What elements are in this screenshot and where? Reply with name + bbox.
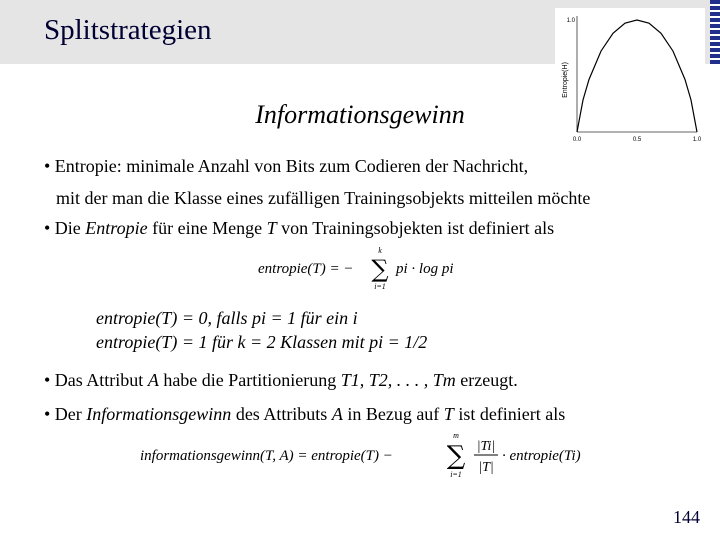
sum-top: k	[378, 246, 382, 255]
page-number: 144	[673, 507, 700, 527]
information-gain-formula	[140, 430, 590, 480]
chart-ytick: 1.0	[566, 18, 575, 24]
term-entropie: Entropie	[85, 218, 148, 238]
text: von Trainingsobjekten ist definiert als	[276, 218, 555, 238]
condition-zero: entropie(T) = 0, falls pi = 1 für ein i	[96, 308, 358, 328]
var-A: A	[331, 404, 343, 424]
text: • Die	[44, 218, 86, 238]
formula-lhs: entropie(T) = −	[258, 261, 354, 277]
var-T: T	[266, 218, 277, 238]
decorative-strip	[710, 0, 720, 64]
text: • Das Attribut	[44, 370, 148, 390]
section-subtitle: Informationsgewinn	[255, 100, 465, 129]
text: in Bezug auf	[342, 404, 444, 424]
chart-xtick: 1.0	[692, 137, 702, 143]
partition-list: T1, T2, . . . , Tm	[340, 370, 456, 390]
slide-title: Splitstrategien	[44, 14, 212, 46]
bullet-entropy-line1: • Entropie: minimale Anzahl von Bits zum Codieren der Nachricht,	[44, 156, 529, 176]
sum-symbol: ∑	[371, 255, 389, 283]
sum-bottom: i=1	[450, 470, 462, 479]
bullet-partition	[44, 370, 518, 391]
chart-xtick: 0.0	[572, 137, 582, 143]
text: habe die Partitionierung	[158, 370, 341, 390]
condition-one: entropie(T) = 1 für k = 2 Klassen mit pi = 1/2	[96, 332, 428, 352]
formula-lhs: informationsgewinn(T, A) = entropie(T) −	[140, 448, 393, 464]
sum-bottom: i=1	[374, 282, 386, 291]
text: für eine Menge	[147, 218, 267, 238]
fraction-numerator: |Ti|	[476, 439, 496, 454]
bullet-information-gain	[44, 404, 565, 425]
text: ist definiert als	[453, 404, 566, 424]
formula-rhs: · entropie(Ti)	[502, 448, 581, 464]
sum-symbol: ∑	[446, 441, 466, 471]
bullet-entropy-definition	[44, 218, 554, 239]
bullet-entropy-line2: mit der man die Klasse eines zufälligen Trainingsobjekts mitteilen möchte	[56, 188, 591, 208]
chart-xtick: 0.5	[632, 137, 642, 143]
term-informationsgewinn: Informationsgewinn	[86, 404, 232, 424]
var-A: A	[147, 370, 159, 390]
entropy-formula	[258, 246, 468, 292]
chart-ylabel: Entropie(H)	[562, 62, 569, 98]
text: erzeugt.	[455, 370, 518, 390]
sum-top: m	[453, 431, 459, 440]
formula-rhs: pi · log pi	[396, 261, 454, 277]
text: des Attributs	[231, 404, 332, 424]
fraction-denominator: |T|	[478, 460, 494, 475]
var-T: T	[443, 404, 454, 424]
text: • Der	[44, 404, 87, 424]
